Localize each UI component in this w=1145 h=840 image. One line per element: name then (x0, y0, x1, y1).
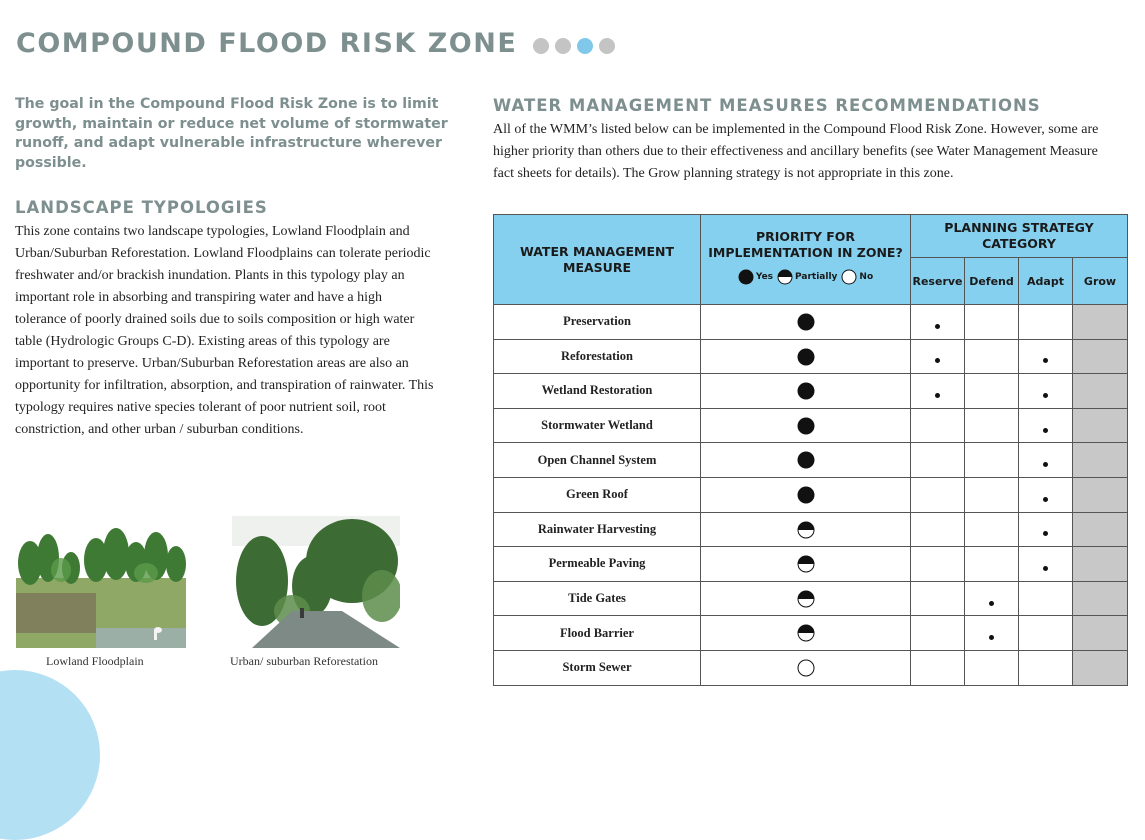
wmm-intro: All of the WMM’s listed below can be implemented in the Compound Flood Risk Zone. However, some are higher priority than others due to their effectiveness and ancillary benefits (see Water Management Measure fact sheets for details). The Grow planning strategy is not appropriate in this zone. (493, 122, 1099, 181)
defend-cell (965, 477, 1019, 512)
defend-cell (965, 374, 1019, 409)
grow-cell (1073, 305, 1128, 340)
full-circle-icon (797, 486, 815, 504)
measure-name: Stormwater Wetland (494, 408, 701, 443)
grow-cell (1073, 547, 1128, 582)
landscape-heading: LANDSCAPE TYPOLOGIES (15, 198, 268, 217)
priority-cell (701, 305, 911, 340)
header (16, 28, 615, 59)
measure-name: Tide Gates (494, 581, 701, 616)
category-bullet (989, 601, 994, 606)
defend-cell (965, 408, 1019, 443)
adapt-cell (1019, 374, 1073, 409)
category-bullet (1043, 566, 1048, 571)
priority-cell (701, 616, 911, 651)
legend-yes: Yes (755, 272, 774, 282)
priority-cell (701, 547, 911, 582)
urban-reforestation-image (232, 516, 400, 648)
adapt-cell (1019, 443, 1073, 478)
measure-name: Rainwater Harvesting (494, 512, 701, 547)
reserve-cell (911, 443, 965, 478)
priority-cell (701, 512, 911, 547)
wmm-table-body (494, 305, 1128, 686)
table-row (494, 547, 1128, 582)
page-dot-2[interactable] (555, 38, 571, 54)
defend-cell (965, 305, 1019, 340)
category-bullet (935, 324, 940, 329)
grow-cell (1073, 477, 1128, 512)
adapt-cell (1019, 305, 1073, 340)
header-grow: Grow (1073, 258, 1128, 305)
measure-name: Open Channel System (494, 443, 701, 478)
measure-name: Permeable Paving (494, 547, 701, 582)
half-circle-icon (797, 624, 815, 642)
header-defend: Defend (965, 258, 1019, 305)
table-row (494, 408, 1128, 443)
grow-cell (1073, 650, 1128, 685)
page-dot-3[interactable] (577, 38, 593, 54)
grow-cell (1073, 616, 1128, 651)
page-indicator (533, 38, 615, 54)
defend-cell (965, 616, 1019, 651)
lowland-floodplain-image (16, 518, 186, 648)
defend-cell (965, 443, 1019, 478)
adapt-cell (1019, 339, 1073, 374)
defend-cell (965, 581, 1019, 616)
table-row (494, 512, 1128, 547)
header-priority (701, 215, 911, 305)
grow-cell (1073, 339, 1128, 374)
grow-cell (1073, 512, 1128, 547)
reserve-cell (911, 512, 965, 547)
wmm-table (493, 214, 1128, 686)
adapt-cell (1019, 477, 1073, 512)
header-planning: PLANNING STRATEGY CATEGORY (911, 215, 1128, 258)
half-circle-icon (777, 269, 793, 285)
reserve-cell (911, 339, 965, 374)
priority-cell (701, 581, 911, 616)
grow-cell (1073, 374, 1128, 409)
header-measure: WATER MANAGEMENT MEASURE (494, 215, 701, 305)
adapt-cell (1019, 512, 1073, 547)
reserve-cell (911, 650, 965, 685)
category-bullet (1043, 531, 1048, 536)
table-row (494, 477, 1128, 512)
category-bullet (1043, 497, 1048, 502)
defend-cell (965, 339, 1019, 374)
table-row (494, 443, 1128, 478)
category-bullet (989, 635, 994, 640)
full-circle-icon (797, 417, 815, 435)
measure-name: Green Roof (494, 477, 701, 512)
defend-cell (965, 512, 1019, 547)
half-circle-icon (797, 521, 815, 539)
goal-statement: The goal in the Compound Flood Risk Zone is to limit growth, maintain or reduce net volume of stormwater runoff, and adapt vulnerable infrastructure wherever possible. (15, 96, 448, 171)
empty-circle-icon (797, 659, 815, 677)
measure-name: Flood Barrier (494, 616, 701, 651)
priority-cell (701, 408, 911, 443)
table-row (494, 305, 1128, 340)
page-title: COMPOUND FLOOD RISK ZONE (16, 28, 518, 59)
reserve-cell (911, 305, 965, 340)
adapt-cell (1019, 650, 1073, 685)
category-bullet (935, 358, 940, 363)
priority-cell (701, 477, 911, 512)
category-bullet (1043, 462, 1048, 467)
half-circle-icon (797, 590, 815, 608)
priority-cell (701, 374, 911, 409)
adapt-cell (1019, 408, 1073, 443)
adapt-cell (1019, 581, 1073, 616)
defend-cell (965, 547, 1019, 582)
full-circle-icon (797, 382, 815, 400)
adapt-cell (1019, 616, 1073, 651)
reserve-cell (911, 477, 965, 512)
defend-cell (965, 650, 1019, 685)
category-bullet (1043, 428, 1048, 433)
reserve-cell (911, 547, 965, 582)
reserve-cell (911, 408, 965, 443)
full-circle-icon (797, 451, 815, 469)
category-bullet (1043, 358, 1048, 363)
measure-name: Storm Sewer (494, 650, 701, 685)
measure-name: Wetland Restoration (494, 374, 701, 409)
decorative-corner-circle (0, 670, 100, 840)
header-adapt: Adapt (1019, 258, 1073, 305)
header-priority-label: PRIORITY FOR IMPLEMENTATION IN ZONE? (708, 229, 903, 260)
grow-cell (1073, 408, 1128, 443)
reserve-cell (911, 581, 965, 616)
table-row (494, 650, 1128, 685)
priority-legend (701, 269, 910, 285)
full-circle-icon (738, 269, 754, 285)
landscape-body: This zone contains two landscape typologies, Lowland Floodplain and Urban/Suburban Reforestation. Lowland Floodplains can tolerate periodic freshwater and/or brackish inundation. Plants in this typology play an important role in absorbing and transpiring water and have a high tolerance of poorly drained soils due to soils composition or high water table (Hydrologic Groups C-D). Existing areas of this typology are important to preserve. Urban/Suburban Reforestation areas are also an opportunity for infiltration, absorption, and transpiration of rainwater. This typology requires native species tolerant of poor nutrient soil, root constriction, and other urban / suburban conditions. (15, 224, 434, 437)
adapt-cell (1019, 547, 1073, 582)
grow-cell (1073, 443, 1128, 478)
priority-cell (701, 443, 911, 478)
table-row (494, 616, 1128, 651)
measure-name: Reforestation (494, 339, 701, 374)
page-dot-4[interactable] (599, 38, 615, 54)
measure-name: Preservation (494, 305, 701, 340)
half-circle-icon (797, 555, 815, 573)
category-bullet (1043, 393, 1048, 398)
table-row (494, 581, 1128, 616)
full-circle-icon (797, 348, 815, 366)
priority-cell (701, 650, 911, 685)
legend-partially: Partially (795, 272, 838, 282)
table-row (494, 339, 1128, 374)
grow-cell (1073, 581, 1128, 616)
table-row (494, 374, 1128, 409)
empty-circle-icon (841, 269, 857, 285)
reserve-cell (911, 374, 965, 409)
reserve-cell (911, 616, 965, 651)
page-dot-1[interactable] (533, 38, 549, 54)
category-bullet (935, 393, 940, 398)
legend-no: No (859, 272, 874, 282)
wmm-heading: WATER MANAGEMENT MEASURES RECOMMENDATIONS (493, 96, 1041, 115)
header-reserve: Reserve (911, 258, 965, 305)
lowland-floodplain-caption: Lowland Floodplain (46, 654, 144, 668)
urban-reforestation-caption: Urban/ suburban Reforestation (230, 654, 378, 668)
priority-cell (701, 339, 911, 374)
full-circle-icon (797, 313, 815, 331)
